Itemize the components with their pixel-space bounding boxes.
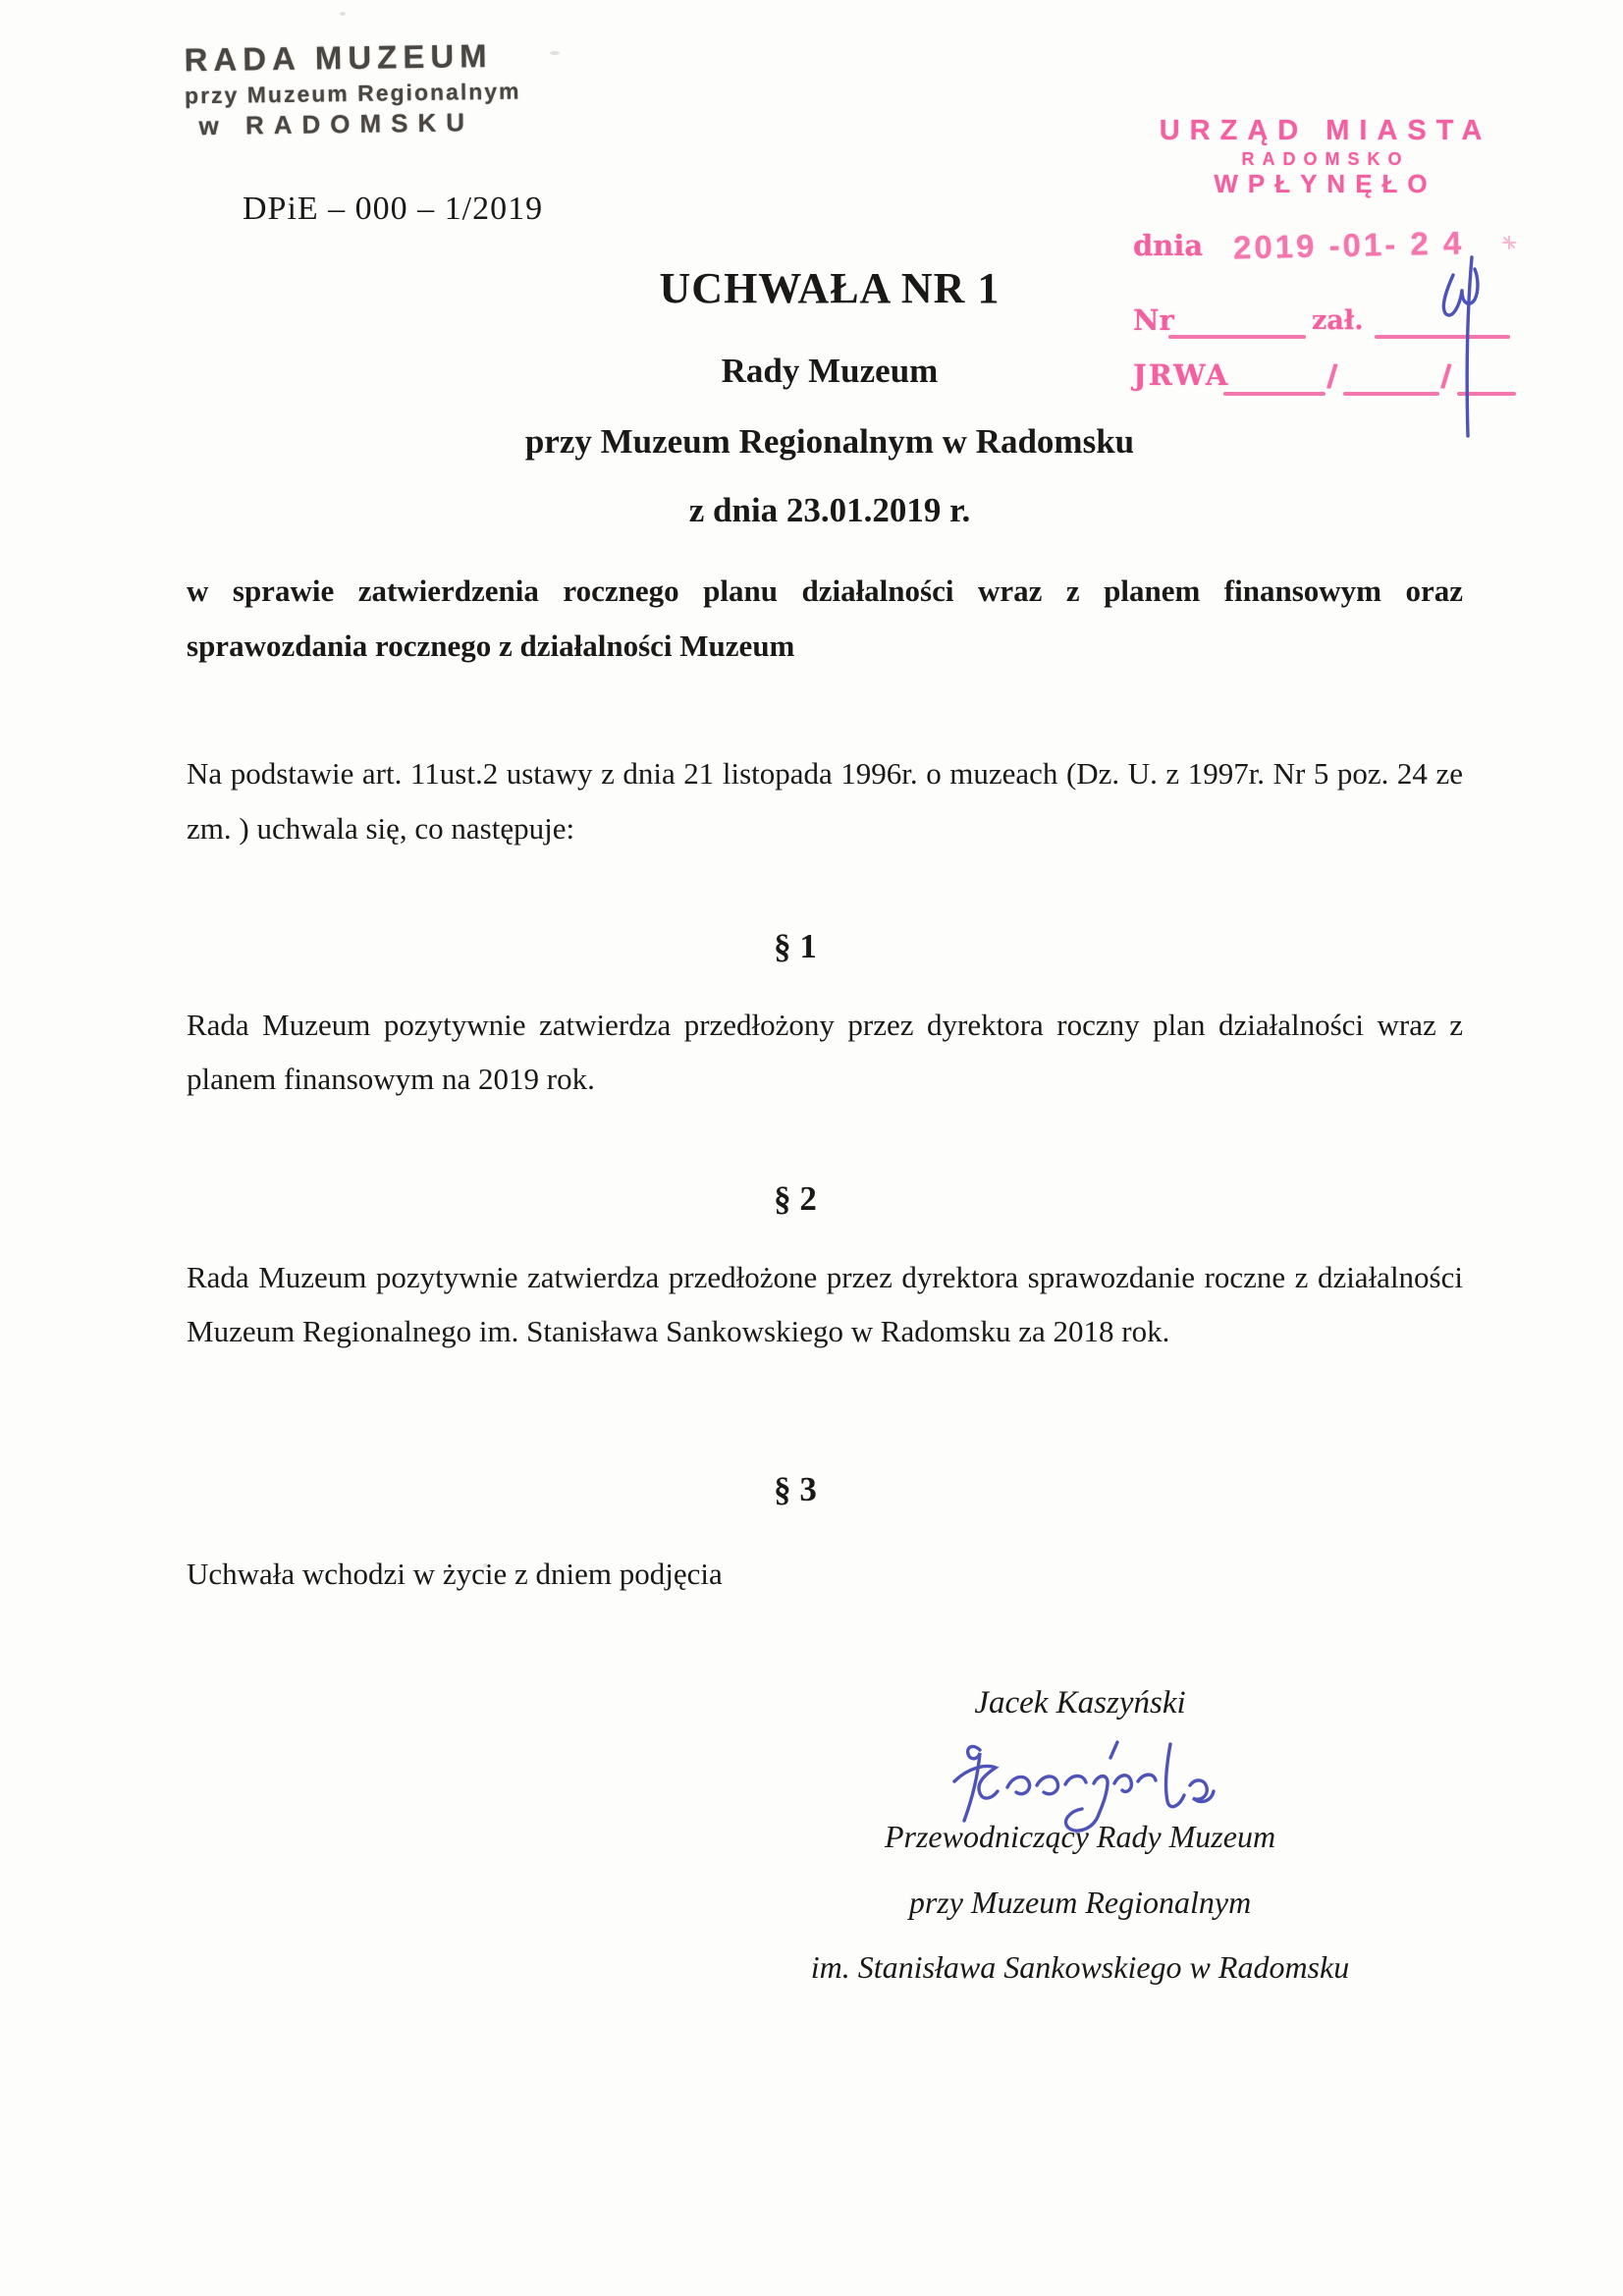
title-institution: przy Muzeum Regionalnym w Radomsku	[524, 422, 1135, 461]
section-2-body: Rada Muzeum pozytywnie zatwierdza przedłożone przez dyrektora sprawozdanie roczne z działalności Muzeum Regionalnego im. Stanisława Sankowskiego w Radomsku za 2018 rok.	[187, 1260, 1463, 1348]
scan-speck	[550, 51, 560, 55]
scan-speck	[340, 12, 346, 16]
legal-basis-paragraph: Na podstawie art. 11ust.2 ustawy z dnia 21 listopada 1996r. o muzeach (Dz. U. z 1997r. Nr 5 poz. 24 ze zm. ) uchwala się, co następuje:	[187, 756, 1463, 846]
intake-date-value: 2019 -01- 2 4	[1232, 224, 1465, 266]
sender-stamp-line2: przy Muzeum Regionalnym	[184, 78, 521, 109]
stamp-fill-line	[1223, 392, 1325, 396]
intake-date-label: dnia	[1133, 229, 1204, 262]
subject-paragraph: w sprawie zatwierdzenia rocznego planu działalności wraz z planem finansowym oraz sprawozdania rocznego z działalności Muzeum	[187, 574, 1463, 663]
intake-received-label: WPŁYNĘŁO	[1214, 169, 1437, 198]
scan-speck	[483, 1563, 488, 1567]
section-1-heading: § 1	[774, 927, 817, 965]
title-date: z dnia 23.01.2019 r.	[688, 491, 971, 529]
signer-role-line1: Przewodniczący Rady Muzeum	[884, 1819, 1276, 1854]
sender-stamp-line3: w RADOMSKU	[198, 107, 475, 141]
sender-stamp-line1: RADA MUZEUM	[184, 37, 493, 79]
intake-jrwa-label: JRWA	[1133, 358, 1230, 392]
stamp-separator: /	[1325, 357, 1339, 397]
intake-office-line2: RADOMSKO	[1241, 149, 1410, 169]
signer-role-line3: im. Stanisława Sankowskiego w Radomsku	[810, 1949, 1350, 1985]
signer-role-line2: przy Muzeum Regionalnym	[908, 1885, 1252, 1920]
intake-nr-label: Nr	[1133, 303, 1174, 337]
stamp-separator: /	[1439, 357, 1453, 397]
reference-number: DPiE – 000 – 1/2019	[243, 191, 544, 227]
section-1-body: Rada Muzeum pozytywnie zatwierdza przedłożony przez dyrektora roczny plan działalności wraz z planem finansowym na 2019 rok.	[187, 1008, 1463, 1096]
stamp-fill-line	[1168, 335, 1306, 339]
title-issuer: Rady Muzeum	[721, 352, 939, 390]
intake-office-line1: URZĄD MIASTA	[1159, 115, 1492, 146]
resolution-title: UCHWAŁA NR 1	[659, 264, 1001, 312]
section-2-heading: § 2	[774, 1179, 817, 1218]
intake-attachment-label: zał.	[1312, 305, 1364, 336]
ink-blot	[1500, 234, 1518, 251]
section-3-heading: § 3	[774, 1470, 817, 1508]
section-3-body: Uchwała wchodzi w życie z dniem podjęcia	[187, 1557, 723, 1591]
signer-name: Jacek Kaszyński	[974, 1685, 1186, 1721]
sender-stamp	[184, 37, 521, 142]
